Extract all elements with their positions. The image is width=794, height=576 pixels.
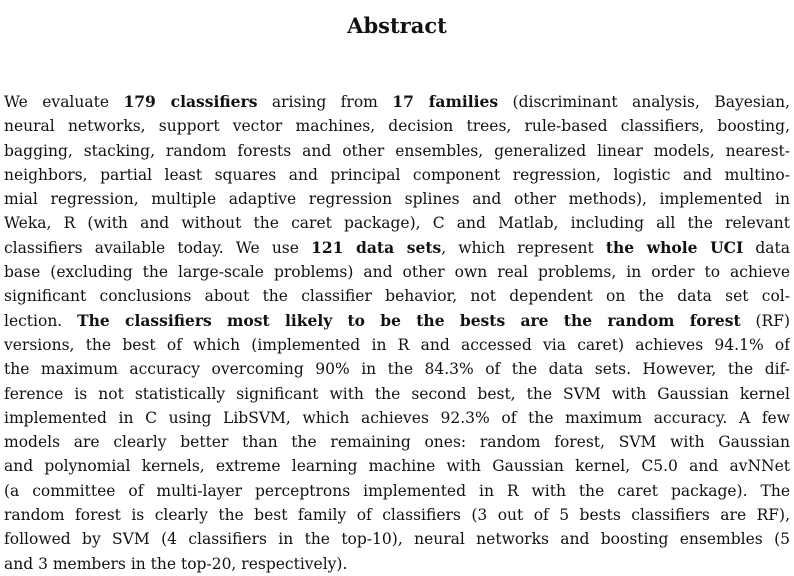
abstract-line: and 3 members in the top-20, respectively). [4, 554, 348, 573]
bold-emphasis: the whole UCI [605, 237, 744, 257]
abstract-line: Weka, R (with and without the caret package), C and Matlab, including all the relevant [4, 214, 790, 233]
bold-emphasis: 179 classifiers [123, 92, 258, 111]
bold-emphasis: The classifiers most likely to be the bests are the random forest [77, 310, 741, 330]
abstract-line: bagging, stacking, random forests and other ensembles, generalized linear models, nearest- [4, 141, 790, 160]
text-run: lection. [4, 311, 78, 330]
abstract-line: implemented in C using LibSVM, which achieves 92.3% of the maximum accuracy. A few [4, 408, 790, 427]
abstract-line: models are clearly better than the remaining ones: random forest, SVM with Gaussian [4, 433, 790, 452]
abstract-line: significant conclusions about the classifier behavior, not dependent on the data set col- [4, 287, 790, 306]
abstract-line: versions, the best of which (implemented in R and accessed via caret) achieves 94.1% of [4, 335, 790, 354]
abstract-line: mial regression, multiple adaptive regression splines and other methods), implemented in [4, 190, 790, 209]
text-run: (RF) [740, 311, 790, 330]
abstract-line: random forest is clearly the best family of classifiers (3 out of 5 bests classifiers are RF), [4, 506, 790, 525]
abstract-line: ference is not statistically significant with the second best, the SVM with Gaussian kernel [4, 384, 790, 403]
bold-emphasis: 17 families [392, 92, 499, 111]
abstract-line [4, 309, 790, 333]
text-run: We evaluate [4, 93, 124, 111]
abstract-line [4, 90, 790, 114]
abstract-body [4, 90, 790, 576]
text-run: arising from [257, 93, 393, 111]
abstract-line: neural networks, support vector machines, decision trees, rule-based classifiers, boosting, [4, 117, 790, 136]
abstract-line: (a committee of multi-layer perceptrons implemented in R with the caret package). The [4, 481, 790, 500]
abstract-line: the maximum accuracy overcoming 90% in the 84.3% of the data sets. However, the dif- [4, 360, 790, 379]
abstract-line: and polynomial kernels, extreme learning machine with Gaussian kernel, C5.0 and avNNet [4, 457, 790, 476]
abstract-heading: Abstract [347, 13, 447, 38]
text-run: (discriminant analysis, Bayesian, [498, 93, 790, 111]
abstract-line: base (excluding the large-scale problems) and other own real problems, in order to achieve [4, 263, 790, 282]
text-run: data [743, 238, 790, 257]
abstract-line: neighbors, partial least squares and principal component regression, logistic and multino- [4, 165, 790, 184]
text-run: classifiers available today. We use [4, 238, 312, 257]
text-run: , which represent [441, 238, 606, 257]
abstract-line [4, 236, 790, 260]
bold-emphasis: 121 data sets [311, 237, 442, 257]
abstract-line: followed by SVM (4 classifiers in the top-10), neural networks and boosting ensembles (5 [4, 530, 790, 549]
